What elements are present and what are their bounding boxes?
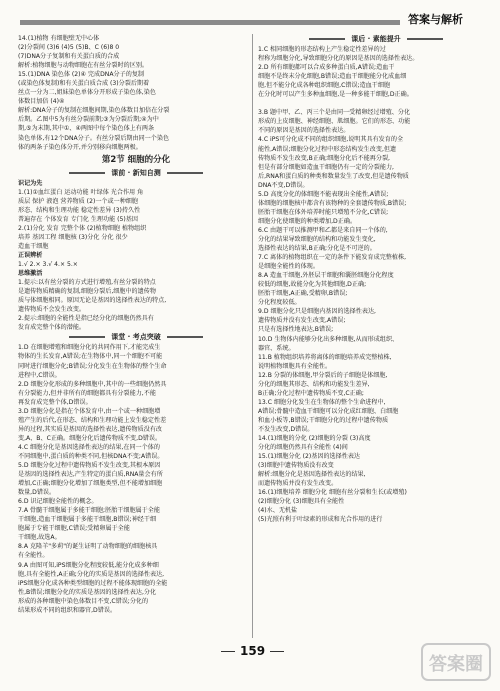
answer-line: 分化的细胞仍然具有全能性 (4)间 <box>258 444 348 452</box>
answer-line: 选择性表达的结果,B正确;分化是不可逆的。 <box>258 245 376 253</box>
answer-line: 质层 保护 液泡 营养物质 (2)一个或一种细胞 <box>18 197 138 205</box>
answer-line: 遗传物质不会发生改变。 <box>18 306 86 314</box>
answer-line: 10.D 生物体内能够分化出多种细胞,从而形成组织、 <box>258 335 399 343</box>
answer-line: 和血小板等,B错误;干细胞分化的过程中遗传物质 <box>258 416 389 424</box>
answer-line: 不发生改变,D错误。 <box>258 425 314 433</box>
answer-line: 胞属于专能干细胞,C错误;受精卵属于全能 <box>18 525 130 533</box>
answer-line: (4)水、无机盐 <box>258 507 298 515</box>
answer-line: 较低的细胞,故能分化为其他细胞,D正确; <box>258 281 367 289</box>
answer-line: 器官、系统。 <box>258 344 295 352</box>
subsection-rule-right <box>407 38 443 40</box>
watermark-text: 答案圈 <box>429 654 483 675</box>
answer-line: 4.C iPS可分化成不同的组织细胞,说明其具有发育的全 <box>258 136 404 144</box>
answer-line: 细胞不是终末分化细胞,B错误;造血干细胞能分化成血细 <box>258 73 407 81</box>
think-heading: 思维激活 <box>18 270 43 278</box>
page-number-dash-right <box>270 651 284 653</box>
answer-line: 有全能性。 <box>18 552 49 560</box>
answer-line: 而遗传物质并没有发生改变。 <box>258 480 338 488</box>
answer-line: 胞,具有全能性,A正确;分化的实质是基因的选择性表达, <box>18 570 165 578</box>
answer-line: 干细胞,造血干细胞属于多能干细胞,B错误;神经干细 <box>18 516 157 524</box>
recall-heading: 识记为先 <box>18 179 43 187</box>
answer-line: 8.A 克隆羊"多莉"的诞生证明了动物细胞的细胞核具 <box>18 543 158 551</box>
answer-line: 5.D 高度分化的体细胞不能表现出全能性,A错误; <box>258 190 389 198</box>
left-column <box>18 34 254 615</box>
answer-line: 1.D 在细胞增殖和细胞分化的共同作用下,才能完成生 <box>18 344 161 352</box>
answer-line: 异的过程,其实质是基因的选择性表达,遗传物质没有改 <box>18 425 163 433</box>
answer-line: 后,RNA和蛋白质的种类和数量发生了改变,但是遗传物质 <box>258 172 409 180</box>
section-title: 第2节 细胞的分化 <box>101 154 171 165</box>
left-top-answers <box>18 34 254 152</box>
answer-line: 9.D 细胞分化只是细胞内基因的选择性表达, <box>258 308 376 316</box>
right-column <box>258 34 494 524</box>
answer-line: 是基因的选择性表达,产生特定的蛋白质,RNA量会有所 <box>18 471 163 479</box>
subsection-after-class <box>258 34 494 45</box>
answer-line: 16.(1)细胞培养 细胞分化 细胞有丝分裂和生长(或增殖) <box>258 489 407 497</box>
answer-line: A错误;骨髓中造血干细胞可以分化成红细胞、白细胞 <box>258 407 399 415</box>
answer-line: 性,B错误;细胞分化的实质是基因的选择性表达,分化 <box>18 588 157 596</box>
answer-line: 分化的细胞其形态、结构和功能发生差异, <box>258 380 370 388</box>
recall-answers <box>18 188 254 251</box>
page-number-dash-left <box>221 651 235 653</box>
answer-line: 15.(1)细胞分化 (2)基因的选择性表达 <box>258 453 361 461</box>
answer-line: 遗传物质并没有发生改变,A错误; <box>258 317 346 325</box>
answer-line: 同时进行细胞分化;B错误;分化发生在生物体的整个生命 <box>18 362 167 370</box>
answer-line: 形成的各种细胞中染色体数目不变,C错误;分化的 <box>18 597 149 605</box>
subsection-after-class-label: 课后 · 素能提升 <box>351 35 401 43</box>
answer-line <box>258 99 494 108</box>
answer-line: 染色单体,有12个DNA分子。有丝分裂后期由同一个染色 <box>18 134 170 142</box>
answer-line: 传物质不发生改变,B正确;细胞分化后不能再分裂, <box>258 154 390 162</box>
after-class-answers <box>258 45 494 524</box>
answer-line: 增加,C正确;细胞分化增加了细胞类型,但不能增加细胞 <box>18 480 163 488</box>
subsection-rule-left <box>309 38 345 40</box>
answer-line: 形态、结构和生理功能 稳定性差异 (3)持久性 <box>18 206 141 214</box>
class-answers <box>18 343 254 614</box>
answer-line: 是细胞全能性的体现。 <box>258 263 319 271</box>
watermark-logo <box>420 640 492 686</box>
answer-line: 14.(1)细胞的分化 (2)细胞的分裂 (3)高度 <box>258 435 371 443</box>
answer-line: 干细胞,故选A。 <box>18 534 61 542</box>
answer-line: 期,⑤为末期,其中①、④两图中每个染色体上有两条 <box>18 125 155 133</box>
answer-line: 后期。乙图中5为有丝分裂前期;③为分裂后期;④为中 <box>18 116 159 124</box>
answer-line: 2.D 细胞分化形成的多种细胞中,其中的一些细胞仍然具 <box>18 380 167 388</box>
answer-line: 形成的上皮细胞、神经细胞、肌细胞。它们的形态、功能 <box>258 118 411 126</box>
answer-line: 胚胎干细胞在体外培养时能只增殖不分化,C错误; <box>258 208 389 216</box>
answer-line: iPS细胞分化成各种类型细胞的过程不能体现细胞的全能 <box>18 579 168 587</box>
answer-line: 数量,D错误。 <box>18 489 56 497</box>
answer-line: 造血干细胞 <box>18 242 49 250</box>
answer-line: 变,A、B、C正确。细胞分化后遗传物质不变,D错误。 <box>18 434 162 442</box>
answer-line: 丝点一分为二,姐妹染色单体分开形成子染色体,染色 <box>18 89 156 97</box>
answer-line: 进程中,C错误。 <box>18 371 61 379</box>
subsection-rule-left <box>69 172 105 174</box>
answer-line: 9.A 由图可知,iPS细胞分化程度较低,能分化成多种细 <box>18 561 159 569</box>
page-header <box>0 0 500 30</box>
answer-line: 2.(1)分化 发育 完整个体 (2)植物细胞 植物组织 <box>18 224 147 232</box>
subsection-preview <box>18 168 254 179</box>
answer-line: 1.提示:以有丝分裂的方式进行增殖,有丝分裂的特点 <box>18 279 156 287</box>
answer-line: 13.C 细胞分化发生在生物体的整个生命进程中, <box>258 398 386 406</box>
subsection-rule-right <box>167 172 203 174</box>
answer-line: (5)光照有利于叶绿素的形成和光合作用的进行 <box>258 516 383 524</box>
answer-line: 7.A 骨髓干细胞属于多能干细胞;胚胎干细胞属于全能 <box>18 507 160 515</box>
subsection-class-label: 课堂 · 考点突破 <box>111 333 161 342</box>
answer-line: 细胞分化使细胞的种类增加,D正确。 <box>258 217 357 225</box>
answer-line: 不同细胞中,蛋白质的种类不同,但核DNA不变;A错误。 <box>18 452 164 460</box>
answer-line: 培养 基因工程 细胞核 (3)分化 分化 很少 <box>18 233 128 241</box>
header-title: 答案与解析 <box>408 13 463 26</box>
answer-line: 有分裂能力,但并非所有的细胞都具有分裂能力,不能 <box>18 389 156 397</box>
header-rule <box>20 20 400 25</box>
answer-line: 1.√ 2.× 3.√ 4.× 5.× <box>18 261 78 269</box>
judge-answers <box>18 260 254 269</box>
page-number <box>216 644 289 658</box>
answer-line: 不同的原因是基因的选择性表达。 <box>258 127 350 135</box>
answer-line: 程称为细胞分化,导致细胞分化的原因是基因的选择性表达。 <box>258 55 419 63</box>
answer-line: 体的两条子染色体分开,并分别移向细胞两极。 <box>18 143 142 151</box>
answer-line: 12.B 分裂的体细胞,甲分裂后的子细胞是体细胞, <box>258 371 388 379</box>
subsection-preview-label: 课前 · 新知自测 <box>111 168 161 177</box>
answer-line: 在分化时可以产生多种血细胞,是一种多能干细胞,D正确。 <box>258 91 413 99</box>
judge-heading: 正误辨析 <box>18 251 43 259</box>
answer-line: 是遗传物质精确的复制,细胞分裂后,细胞中的遗传物 <box>18 288 156 296</box>
page-number-text: 159 <box>240 644 266 658</box>
column-divider <box>252 34 253 638</box>
answer-line: (7)DNA分子复制和有关蛋白质的合成 <box>18 53 120 61</box>
answer-line: 6.D 识记细胞全能性的概念。 <box>18 498 98 506</box>
answer-line: 1.(1)①血红蛋白 运动功能 叶绿体 光合作用 角 <box>18 188 144 196</box>
answer-line: 6.C 由题干可以推测甲和乙都是来自同一个体的, <box>258 226 388 234</box>
think-answers <box>18 278 254 332</box>
answer-line: 11.B 植物组织培养将离体的细胞培养成完整植株, <box>258 353 392 361</box>
subsection-rule-left <box>69 336 105 338</box>
answer-line: 体数目加倍 (4)④ <box>18 98 65 106</box>
answer-line: 只是有选择性地表达,B错误; <box>258 326 334 334</box>
answer-line: 解析:DNA分子的复制在细胞间期,染色体数目加倍在分裂 <box>18 107 170 115</box>
answer-line: 再发育成完整个体,D错误。 <box>18 398 92 406</box>
answer-line: 但是有部分细胞如造血干细胞仍有一定的分裂能力, <box>258 163 394 171</box>
answer-line: 1.C 相同细胞的形态结构上产生稳定性差异的过 <box>258 46 386 53</box>
answer-line: 14.(1)植物 有细胞壁无中心体 <box>18 35 100 42</box>
answer-line: 体细胞的细胞核中都含有该物种的全套遗传物质,B错误; <box>258 199 407 207</box>
answer-line: 解析:细胞分化是基因选择性表达的结果, <box>258 471 366 479</box>
answer-line: 8.A 造血干细胞,外胚层干细胞和囊胚细胞分化程度 <box>258 272 394 280</box>
answer-line: 2.提示:细胞的全能性是指已经分化的细胞仍然具有 <box>18 315 154 323</box>
answer-line: 7.C 离体的植物组织在一定的条件下能发育成完整植株, <box>258 254 407 262</box>
answer-line: 15.(1)DNA 染色体 (2)④ 完成DNA分子的复制 <box>18 71 145 79</box>
answer-line: (或染色体复制)和有关蛋白质合成 (3)分裂后期着 <box>18 80 150 88</box>
answer-line: 5.D 细胞分化过程中遗传物质不发生改变,其根本原因 <box>18 462 161 470</box>
answer-line: 普遍存在 个体发育 专门化 生理功能 (5)基因 <box>18 215 138 223</box>
answer-line: 3.D 细胞分化是指在个体发育中,由一个或一种细胞增 <box>18 407 161 415</box>
answer-line: 殖产生的后代,在形态、结构和生理功能上发生稳定性差 <box>18 416 167 424</box>
answer-line: 解析:植物细胞与动物细胞在有丝分裂时的区别。 <box>18 62 149 70</box>
answer-line: 3.B 题中甲、乙、丙三个是由同一受精卵经过增殖、分化 <box>258 109 411 117</box>
answer-line: DNA不变,D错误。 <box>258 181 309 189</box>
answer-line: 4.C 细胞分化是基因选择性表达的结果,在同一个体的 <box>18 443 160 451</box>
answer-line: 物体的生长发育,A错误;在生物体中,同一个细胞不可能 <box>18 353 163 361</box>
answer-line: 分化的结果导致细胞的结构和功能发生变化, <box>258 235 376 243</box>
answer-line: 质与体细胞相同。原因无论是基因的选择性表达的特点, <box>18 297 167 305</box>
answer-line: 胞,但不能分化成各种组织细胞,C错误;造血干细胞 <box>258 82 391 90</box>
answer-line: (3)细胞中遗传物质没有改变 <box>258 462 334 470</box>
answer-line: 分化程度较低。 <box>258 299 301 307</box>
answer-line: (2)细胞分化 (3)细胞具有全能性 <box>258 498 345 506</box>
answer-line: 能性,A错误;细胞分化过程中形态结构发生改变,但遗 <box>258 145 397 153</box>
answer-line: 2.D 所有细胞都可以合成多种蛋白质,A错误;造血干 <box>258 64 395 72</box>
answer-line: (2)分裂间 (3)6 (4)5 (5)B、C (6)8 0 <box>18 44 120 52</box>
answer-line: B正确;分化过程中遗传物质不变,C正确; <box>258 389 364 397</box>
answer-line: 发育成完整个体的潜能。 <box>18 324 86 332</box>
subsection-rule-right <box>167 336 203 338</box>
answer-line: 结果形成不同的组织和器官,D错误。 <box>18 606 117 614</box>
answer-line: 胚胎干细胞,A正确,受精卵,B错误; <box>258 290 348 298</box>
subsection-class <box>18 332 254 343</box>
answer-line: 说明植物细胞具有全能性。 <box>258 362 332 370</box>
